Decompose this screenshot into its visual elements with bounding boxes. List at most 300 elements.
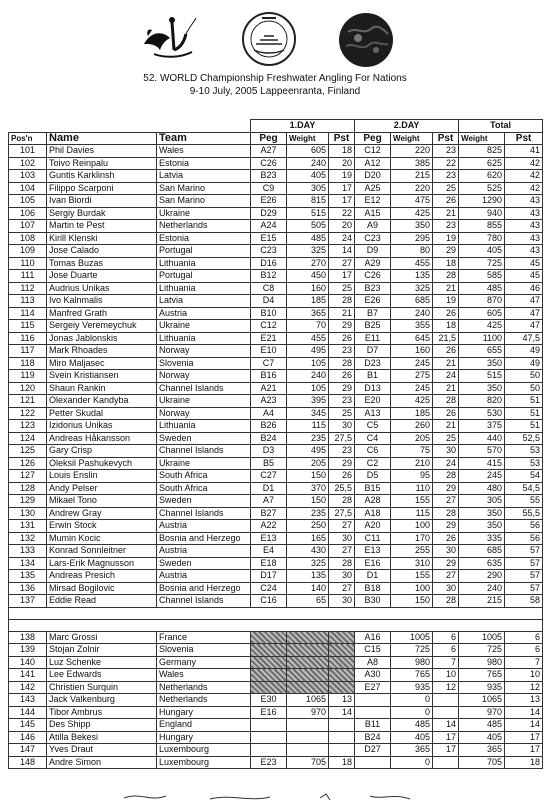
name-cell: Sergiy Burdak <box>47 207 157 220</box>
day2-pst-cell <box>433 694 459 707</box>
day1-peg-cell: A4 <box>251 407 287 420</box>
name-cell: Olexander Kandyba <box>47 395 157 408</box>
table-row <box>9 545 543 558</box>
total-pst-cell: 50 <box>505 370 543 383</box>
day2-peg-cell: A9 <box>355 220 391 233</box>
total-weight-cell: 635 <box>459 557 505 570</box>
day1-peg-cell: E23 <box>251 756 287 769</box>
total-weight-cell: 405 <box>459 731 505 744</box>
day1-pst-cell: 27 <box>329 582 355 595</box>
day1-weight-cell: 115 <box>287 420 329 433</box>
day2-peg-cell <box>355 694 391 707</box>
total-weight-cell: 480 <box>459 482 505 495</box>
day1-peg-cell: E16 <box>251 706 287 719</box>
pos-cell: 103 <box>9 170 47 183</box>
day2-weight-cell: 980 <box>391 656 433 669</box>
table-row <box>9 570 543 583</box>
team-cell: England <box>157 719 251 732</box>
day2-peg-cell: E13 <box>355 545 391 558</box>
total-pst-cell: 43 <box>505 220 543 233</box>
day1-weight-cell: 135 <box>287 570 329 583</box>
team-cell: Norway <box>157 407 251 420</box>
name-cell: Svein Kristiansen <box>47 370 157 383</box>
name-cell: Lars-Erik Magnusson <box>47 557 157 570</box>
day1-weight-cell: 150 <box>287 495 329 508</box>
day2-peg-cell: A25 <box>355 182 391 195</box>
team-cell: Channel Islands <box>157 507 251 520</box>
total-pst-cell: 49 <box>505 345 543 358</box>
day1-peg-cell: D1 <box>251 482 287 495</box>
name-cell: Ivo Kalnmalis <box>47 295 157 308</box>
total-weight-cell: 405 <box>459 245 505 258</box>
total-weight-cell: 415 <box>459 457 505 470</box>
day1-pst-cell: 21 <box>329 307 355 320</box>
day2-peg-cell: B25 <box>355 320 391 333</box>
day2-peg-cell: C11 <box>355 532 391 545</box>
team-cell: Wales <box>157 145 251 158</box>
day2-peg-cell: D5 <box>355 470 391 483</box>
team-cell: Slovenia <box>157 357 251 370</box>
total-weight-cell: 245 <box>459 470 505 483</box>
pos-cell: 139 <box>9 644 47 657</box>
name-cell: Jonas Jablonskis <box>47 332 157 345</box>
day2-pst-cell: 29 <box>433 557 459 570</box>
day1-pst-cell: 30 <box>329 570 355 583</box>
total-pst-cell: 53 <box>505 457 543 470</box>
name-cell: Guntis Karklinsh <box>47 170 157 183</box>
day2-peg-cell: E16 <box>355 557 391 570</box>
team-cell: San Marino <box>157 182 251 195</box>
day2-weight-cell: 765 <box>391 669 433 682</box>
total-pst-cell: 56 <box>505 532 543 545</box>
pos-cell: 102 <box>9 157 47 170</box>
table-row <box>9 332 543 345</box>
pos-cell: 107 <box>9 220 47 233</box>
table-row <box>9 669 543 682</box>
team-cell: Slovenia <box>157 644 251 657</box>
table-row <box>9 270 543 283</box>
team-cell: Netherlands <box>157 220 251 233</box>
pos-cell: 117 <box>9 345 47 358</box>
pos-cell: 119 <box>9 370 47 383</box>
pos-cell: 144 <box>9 706 47 719</box>
team-cell: Latvia <box>157 295 251 308</box>
day2-weight-cell: 245 <box>391 382 433 395</box>
total-pst-cell: 51 <box>505 407 543 420</box>
day2-weight-cell: 275 <box>391 370 433 383</box>
table-row <box>9 295 543 308</box>
name-cell: Phil Davies <box>47 145 157 158</box>
total-pst-cell: 14 <box>505 719 543 732</box>
day2-pst-cell: 29 <box>433 245 459 258</box>
day1-weight-cell: 430 <box>287 545 329 558</box>
day1-weight-cell: 105 <box>287 357 329 370</box>
day1-weight-cell: 395 <box>287 395 329 408</box>
pos-cell: 142 <box>9 681 47 694</box>
day2-weight-cell: 170 <box>391 532 433 545</box>
pst2-header: Pst <box>433 132 459 145</box>
team-cell: Netherlands <box>157 681 251 694</box>
team-cell: Latvia <box>157 170 251 183</box>
pos-cell: 120 <box>9 382 47 395</box>
day2-weight-cell: 260 <box>391 420 433 433</box>
day2-weight-cell: 645 <box>391 332 433 345</box>
team-cell: Ukraine <box>157 457 251 470</box>
team-cell: France <box>157 631 251 644</box>
total-weight-cell: 290 <box>459 570 505 583</box>
day2-pst-cell: 26 <box>433 307 459 320</box>
name-cell: Andre Simon <box>47 756 157 769</box>
table-row <box>9 245 543 258</box>
day2-weight-cell: 0 <box>391 756 433 769</box>
name-cell: Jose Duarte <box>47 270 157 283</box>
day2-peg-cell: B18 <box>355 582 391 595</box>
table-row <box>9 756 543 769</box>
header-logos <box>0 6 550 72</box>
total-weight-cell: 625 <box>459 157 505 170</box>
day2-peg-cell: A12 <box>355 157 391 170</box>
total-pst-cell: 47 <box>505 307 543 320</box>
pst1-header: Pst <box>329 132 355 145</box>
day2-peg-cell: E12 <box>355 195 391 208</box>
page-subtitle: 9-10 July, 2005 Lappeenranta, Finland <box>189 86 361 97</box>
day1-weight-cell <box>287 681 329 694</box>
day1-weight-cell: 605 <box>287 145 329 158</box>
day2-peg-cell: A16 <box>355 631 391 644</box>
total-pst-cell: 47,5 <box>505 332 543 345</box>
day1-peg-cell: C12 <box>251 320 287 333</box>
table-row <box>9 706 543 719</box>
day2-pst-cell: 26 <box>433 195 459 208</box>
day1-pst-cell: 26 <box>329 470 355 483</box>
day2-pst-cell: 21 <box>433 420 459 433</box>
pos-cell: 109 <box>9 245 47 258</box>
team-cell: Netherlands <box>157 694 251 707</box>
team-cell: Lithuania <box>157 332 251 345</box>
day1-weight-cell <box>287 631 329 644</box>
team-cell: Bosnia and Herzego <box>157 582 251 595</box>
day2-weight-cell: 295 <box>391 232 433 245</box>
team-cell: Channel Islands <box>157 595 251 608</box>
total-weight-cell: 350 <box>459 382 505 395</box>
pos-header: Pos'n <box>9 132 47 145</box>
name-cell: Izidorius Unikas <box>47 420 157 433</box>
day1-pst-cell: 17 <box>329 195 355 208</box>
name-cell: Atilla Bekesi <box>47 731 157 744</box>
day1-peg-cell <box>251 744 287 757</box>
day1-weight-cell: 970 <box>287 706 329 719</box>
team-cell: Hungary <box>157 706 251 719</box>
total-pst-cell: 51 <box>505 420 543 433</box>
pos-cell: 138 <box>9 631 47 644</box>
day1-peg-cell: D17 <box>251 570 287 583</box>
team-header: Team <box>157 132 251 145</box>
day2-pst-cell: 19 <box>433 232 459 245</box>
name-cell: Andreas Håkansson <box>47 432 157 445</box>
column-header-row <box>9 132 543 145</box>
day2-pst-cell: 25 <box>433 182 459 195</box>
table-row <box>9 482 543 495</box>
day1-pst-cell: 29 <box>329 457 355 470</box>
table-row <box>9 445 543 458</box>
day2-weight-cell: 205 <box>391 432 433 445</box>
day1-weight-cell <box>287 644 329 657</box>
team-cell: Lithuania <box>157 420 251 433</box>
day1-peg-cell: C9 <box>251 182 287 195</box>
day1-peg-cell: A22 <box>251 520 287 533</box>
day2-pst-cell: 27 <box>433 495 459 508</box>
total-pst-cell: 45 <box>505 257 543 270</box>
day2-peg-cell: D23 <box>355 357 391 370</box>
day2-weight-cell: 485 <box>391 719 433 732</box>
day2-pst-cell: 26 <box>433 345 459 358</box>
day1-pst-cell: 27,5 <box>329 432 355 445</box>
day1-weight-cell: 370 <box>287 482 329 495</box>
name-cell: Sergeiy Veremeychuk <box>47 320 157 333</box>
day2-peg-cell: A13 <box>355 407 391 420</box>
day2-peg-cell: B1 <box>355 370 391 383</box>
day2-peg-cell: D1 <box>355 570 391 583</box>
day2-pst-cell: 26 <box>433 532 459 545</box>
pos-cell: 141 <box>9 669 47 682</box>
table-row <box>9 470 543 483</box>
name-cell: Andrew Gray <box>47 507 157 520</box>
day2-pst-cell: 29 <box>433 482 459 495</box>
day2-weight-cell: 220 <box>391 182 433 195</box>
name-cell: Lee Edwards <box>47 669 157 682</box>
table-row <box>9 232 543 245</box>
pos-cell: 145 <box>9 719 47 732</box>
name-header: Name <box>47 132 157 145</box>
day1-pst-cell: 20 <box>329 220 355 233</box>
table-row <box>9 320 543 333</box>
day2-pst-cell: 21 <box>433 357 459 370</box>
day2-pst-cell: 23 <box>433 220 459 233</box>
pos-cell: 108 <box>9 232 47 245</box>
total-pst-cell: 57 <box>505 582 543 595</box>
day2-weight-cell: 0 <box>391 706 433 719</box>
separator-row <box>9 607 543 619</box>
day1-pst-cell: 28 <box>329 557 355 570</box>
day2-weight-cell: 185 <box>391 407 433 420</box>
day1-weight-cell: 250 <box>287 520 329 533</box>
team-cell: Luxembourg <box>157 756 251 769</box>
day1-weight-cell: 70 <box>287 320 329 333</box>
day2-weight-cell: 475 <box>391 195 433 208</box>
dark-globe-logo-icon <box>338 12 394 68</box>
total-pst-cell: 41 <box>505 145 543 158</box>
day2-weight-cell: 135 <box>391 270 433 283</box>
day1-peg-cell: D4 <box>251 295 287 308</box>
day1-pst-cell: 27 <box>329 520 355 533</box>
name-cell: Petter Skudal <box>47 407 157 420</box>
total-weight-cell: 855 <box>459 220 505 233</box>
day2-pst-cell <box>433 706 459 719</box>
day2-weight-cell: 0 <box>391 694 433 707</box>
table-row <box>9 656 543 669</box>
pos-cell: 140 <box>9 656 47 669</box>
team-cell: San Marino <box>157 195 251 208</box>
day1-peg-cell: B27 <box>251 507 287 520</box>
day2-pst-cell: 6 <box>433 644 459 657</box>
team-cell: Ukraine <box>157 395 251 408</box>
team-cell: Ukraine <box>157 320 251 333</box>
name-cell: Andreas Presich <box>47 570 157 583</box>
day2-weight-cell: 155 <box>391 570 433 583</box>
day1-peg-cell: A27 <box>251 145 287 158</box>
team-cell: Portugal <box>157 270 251 283</box>
name-cell: Audrius Unikas <box>47 282 157 295</box>
day2-pst-cell: 6 <box>433 631 459 644</box>
total-pst-cell: 47 <box>505 295 543 308</box>
total-pst-cell: 50 <box>505 382 543 395</box>
total-weight-cell: 935 <box>459 681 505 694</box>
table-row <box>9 719 543 732</box>
day1-peg-cell: C7 <box>251 357 287 370</box>
name-cell: Louis Enslin <box>47 470 157 483</box>
name-cell: Marc Grossi <box>47 631 157 644</box>
main-results-body <box>9 145 543 608</box>
total-weight-cell: 350 <box>459 507 505 520</box>
day2-pst-cell: 26 <box>433 407 459 420</box>
day2-pst-cell: 28 <box>433 470 459 483</box>
name-cell: Stojan Zolnir <box>47 644 157 657</box>
pos-cell: 133 <box>9 545 47 558</box>
day2-pst-cell: 28 <box>433 270 459 283</box>
day2-peg-cell: C15 <box>355 644 391 657</box>
day2-pst-cell: 10 <box>433 669 459 682</box>
total-pst-cell: 55,5 <box>505 507 543 520</box>
table-row <box>9 357 543 370</box>
total-weight-cell: 365 <box>459 744 505 757</box>
day1-pst-cell <box>329 719 355 732</box>
day1-weight-cell: 1065 <box>287 694 329 707</box>
day1-weight-cell: 235 <box>287 432 329 445</box>
name-cell: Martin te Pest <box>47 220 157 233</box>
day1-weight-cell: 450 <box>287 270 329 283</box>
pos-cell: 136 <box>9 582 47 595</box>
day2-weight-cell: 310 <box>391 557 433 570</box>
pos-cell: 147 <box>9 744 47 757</box>
team-cell: Lithuania <box>157 282 251 295</box>
day1-pst-cell: 22 <box>329 207 355 220</box>
pos-cell: 146 <box>9 731 47 744</box>
total-pst-cell: 57 <box>505 557 543 570</box>
team-cell: Ukraine <box>157 207 251 220</box>
day2-weight-cell: 100 <box>391 520 433 533</box>
day1-pst-cell: 26 <box>329 370 355 383</box>
day2-weight-cell: 150 <box>391 595 433 608</box>
day1-pst-cell <box>329 744 355 757</box>
table-row <box>9 157 543 170</box>
team-cell: Portugal <box>157 245 251 258</box>
day2-weight-cell: 160 <box>391 345 433 358</box>
name-cell: Ivan Biordi <box>47 195 157 208</box>
day1-header: 1.DAY <box>251 120 355 133</box>
day2-pst-cell: 14 <box>433 719 459 732</box>
name-cell: Erwin Stock <box>47 520 157 533</box>
day2-pst-cell: 17 <box>433 744 459 757</box>
team-cell: Hungary <box>157 731 251 744</box>
day2-pst-cell: 21 <box>433 382 459 395</box>
total-header: Total <box>459 120 543 133</box>
day2-peg-cell: B23 <box>355 282 391 295</box>
day1-pst-cell: 25 <box>329 282 355 295</box>
pos-cell: 134 <box>9 557 47 570</box>
day1-pst-cell: 19 <box>329 170 355 183</box>
day2-weight-cell: 220 <box>391 145 433 158</box>
total-weight-cell: 570 <box>459 445 505 458</box>
day1-pst-cell: 28 <box>329 295 355 308</box>
day2-peg-cell: A28 <box>355 495 391 508</box>
total-pst-cell: 45 <box>505 270 543 283</box>
table-row <box>9 195 543 208</box>
day1-pst-cell <box>329 656 355 669</box>
total-pst-cell: 42 <box>505 182 543 195</box>
total-pst-cell: 17 <box>505 744 543 757</box>
total-pst-cell: 18 <box>505 756 543 769</box>
table-row <box>9 395 543 408</box>
total-pst-cell: 53 <box>505 445 543 458</box>
total-weight-cell: 215 <box>459 595 505 608</box>
day2-pst-cell: 28 <box>433 395 459 408</box>
day2-weight-cell: 240 <box>391 307 433 320</box>
total-weight-cell: 685 <box>459 545 505 558</box>
day2-weight-cell: 425 <box>391 395 433 408</box>
day1-pst-cell: 23 <box>329 395 355 408</box>
day2-weight-cell: 100 <box>391 582 433 595</box>
pos-cell: 115 <box>9 320 47 333</box>
pos-cell: 121 <box>9 395 47 408</box>
table-row <box>9 457 543 470</box>
day1-pst-cell <box>329 644 355 657</box>
total-pst-cell: 6 <box>505 631 543 644</box>
day1-weight-cell: 495 <box>287 345 329 358</box>
table-row <box>9 257 543 270</box>
total-weight-cell: 1100 <box>459 332 505 345</box>
day2-weight-cell: 365 <box>391 744 433 757</box>
day1-weight-cell: 65 <box>287 595 329 608</box>
day1-peg-cell: D3 <box>251 445 287 458</box>
day1-peg-cell: A23 <box>251 395 287 408</box>
table-row <box>9 495 543 508</box>
pos-cell: 110 <box>9 257 47 270</box>
day1-pst-cell: 30 <box>329 595 355 608</box>
day2-peg-cell: E11 <box>355 332 391 345</box>
pos-cell: 122 <box>9 407 47 420</box>
day2-peg-cell: C12 <box>355 145 391 158</box>
total-pst-cell: 54 <box>505 470 543 483</box>
total-pst-cell: 46 <box>505 282 543 295</box>
day2-pst-cell: 12 <box>433 681 459 694</box>
day1-pst-cell: 17 <box>329 270 355 283</box>
name-cell: Shaun Rankin <box>47 382 157 395</box>
day1-peg-cell: B24 <box>251 432 287 445</box>
total-pst-cell: 43 <box>505 207 543 220</box>
day2-weight-cell: 95 <box>391 470 433 483</box>
day1-weight-cell: 495 <box>287 445 329 458</box>
team-cell: Bosnia and Herzego <box>157 532 251 545</box>
pos-cell: 131 <box>9 520 47 533</box>
day2-weight-cell: 455 <box>391 257 433 270</box>
day1-weight-cell: 165 <box>287 532 329 545</box>
table-row <box>9 182 543 195</box>
day2-pst-cell: 25 <box>433 432 459 445</box>
day1-weight-cell: 405 <box>287 170 329 183</box>
day2-peg-cell: B11 <box>355 719 391 732</box>
total-pst-cell: 17 <box>505 731 543 744</box>
day2-header: 2.DAY <box>355 120 459 133</box>
